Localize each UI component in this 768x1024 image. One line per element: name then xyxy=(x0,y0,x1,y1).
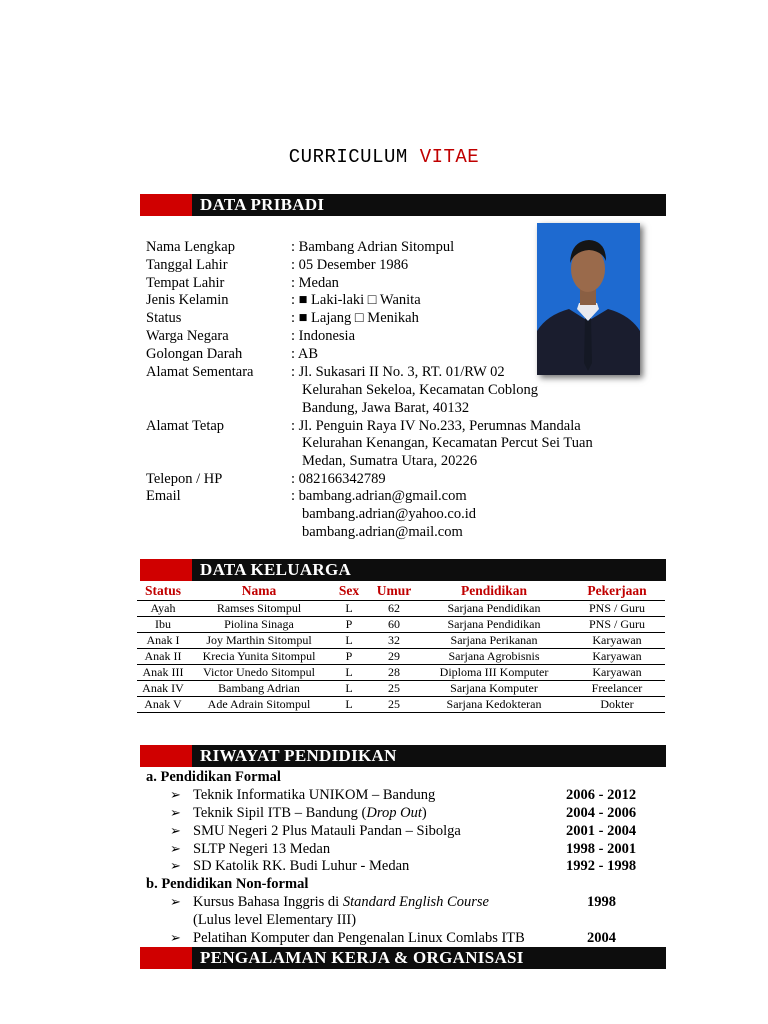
cell-pekerjaan: PNS / Guru xyxy=(569,617,665,633)
cell-pendidikan: Sarjana Perikanan xyxy=(419,633,569,649)
value-status: : ■ Lajang □ Menikah xyxy=(291,310,419,326)
profile-photo xyxy=(537,223,640,375)
arrow-bullet-icon: ➢ xyxy=(170,841,181,856)
value-email-3: bambang.adrian@mail.com xyxy=(302,524,463,540)
label-email: Email xyxy=(146,488,181,504)
cell-pendidikan: Sarjana Pendidikan xyxy=(419,601,569,617)
cell-status: Anak I xyxy=(137,633,189,649)
cell-umur: 28 xyxy=(369,665,419,681)
cell-status: Ayah xyxy=(137,601,189,617)
table-header-row xyxy=(137,582,665,601)
value-alamat-tetap-3: Medan, Sumatra Utara, 20226 xyxy=(302,453,478,469)
arrow-bullet-icon: ➢ xyxy=(170,787,181,802)
cell-umur: 32 xyxy=(369,633,419,649)
title-part-2: VITAE xyxy=(419,146,480,168)
section-bar-accent xyxy=(140,745,192,767)
cell-sex: L xyxy=(329,681,369,697)
label-nama-lengkap: Nama Lengkap xyxy=(146,239,235,255)
edu-name-italic: Standard English Course xyxy=(342,894,489,910)
cell-pendidikan: Sarjana Pendidikan xyxy=(419,617,569,633)
section-title: DATA KELUARGA xyxy=(200,560,352,579)
cell-status: Anak V xyxy=(137,697,189,713)
edu-formal-name: Teknik Informatika UNIKOM – Bandung xyxy=(193,787,436,803)
edu-name-italic: Drop Out xyxy=(366,805,422,821)
value-email-1: : bambang.adrian@gmail.com xyxy=(291,488,467,504)
value-tanggal-lahir: : 05 Desember 1986 xyxy=(291,257,409,273)
cell-pekerjaan: Freelancer xyxy=(569,681,665,697)
value-alamat-sementara-3: Bandung, Jawa Barat, 40132 xyxy=(302,400,470,416)
edu-formal-years: 1992 - 1998 xyxy=(566,858,637,874)
cell-pekerjaan: Dokter xyxy=(569,697,665,713)
title-part-1: CURRICULUM xyxy=(288,146,408,168)
value-alamat-sementara-1: : Jl. Sukasari II No. 3, RT. 01/RW 02 xyxy=(291,364,505,380)
label-tempat-lahir: Tempat Lahir xyxy=(146,275,225,291)
cell-umur: 62 xyxy=(369,601,419,617)
section-title: RIWAYAT PENDIDIKAN xyxy=(200,746,397,765)
cell-nama: Joy Marthin Sitompul xyxy=(189,633,329,649)
label-status: Status xyxy=(146,310,182,326)
cell-nama: Victor Unedo Sitompul xyxy=(189,665,329,681)
cell-sex: L xyxy=(329,601,369,617)
edu-formal-name: SLTP Negeri 13 Medan xyxy=(193,841,331,857)
cell-nama: Ramses Sitompul xyxy=(189,601,329,617)
page-title xyxy=(0,146,768,168)
label-telepon: Telepon / HP xyxy=(146,471,223,487)
label-alamat-tetap: Alamat Tetap xyxy=(146,418,225,434)
arrow-bullet-icon: ➢ xyxy=(170,930,181,945)
section-bar-data-pribadi xyxy=(140,194,666,216)
edu-name-main: Teknik Sipil ITB – Bandung ( xyxy=(193,805,367,821)
cell-status: Anak III xyxy=(137,665,189,681)
table-row xyxy=(137,617,665,633)
cell-nama: Krecia Yunita Sitompul xyxy=(189,649,329,665)
table-row xyxy=(137,681,665,697)
cell-umur: 60 xyxy=(369,617,419,633)
cell-nama: Piolina Sinaga xyxy=(189,617,329,633)
cell-pekerjaan: Karyawan xyxy=(569,665,665,681)
col-header-nama: Nama xyxy=(189,582,329,601)
cell-sex: P xyxy=(329,617,369,633)
section-bar-riwayat-pendidikan xyxy=(140,745,666,767)
edu-formal-years: 2004 - 2006 xyxy=(566,805,637,821)
section-title: PENGALAMAN KERJA & ORGANISASI xyxy=(200,948,524,967)
edu-formal-name: SMU Negeri 2 Plus Matauli Pandan – Sibolga xyxy=(193,823,461,839)
arrow-bullet-icon: ➢ xyxy=(170,894,181,909)
edu-nonformal-name xyxy=(193,893,489,911)
col-header-pendidikan: Pendidikan xyxy=(419,582,569,601)
edu-formal-name: SD Katolik RK. Budi Luhur - Medan xyxy=(193,858,410,874)
edu-formal-years: 1998 - 2001 xyxy=(566,841,637,857)
value-email-2: bambang.adrian@yahoo.co.id xyxy=(302,506,477,522)
label-warga-negara: Warga Negara xyxy=(146,328,229,344)
value-warga-negara: : Indonesia xyxy=(291,328,356,344)
cell-pekerjaan: Karyawan xyxy=(569,649,665,665)
value-alamat-tetap-1: : Jl. Penguin Raya IV No.233, Perumnas Mandala xyxy=(291,418,581,434)
family-table xyxy=(137,582,665,713)
person-photo-icon xyxy=(537,223,640,375)
section-bar-accent xyxy=(140,194,192,216)
table-row xyxy=(137,601,665,617)
cell-pendidikan: Sarjana Kedokteran xyxy=(419,697,569,713)
cell-nama: Ade Adrain Sitompul xyxy=(189,697,329,713)
cell-pekerjaan: Karyawan xyxy=(569,633,665,649)
cell-sex: P xyxy=(329,649,369,665)
value-alamat-sementara-2: Kelurahan Sekeloa, Kecamatan Coblong xyxy=(302,382,538,398)
edu-formal-years: 2006 - 2012 xyxy=(566,787,637,803)
arrow-bullet-icon: ➢ xyxy=(170,823,181,838)
table-row xyxy=(137,633,665,649)
label-tanggal-lahir: Tanggal Lahir xyxy=(146,257,228,273)
section-bar-accent xyxy=(140,559,192,581)
col-header-status: Status xyxy=(137,582,189,601)
value-nama-lengkap: : Bambang Adrian Sitompul xyxy=(291,239,455,255)
value-telepon: : 082166342789 xyxy=(291,471,386,487)
cell-sex: L xyxy=(329,665,369,681)
cell-status: Anak II xyxy=(137,649,189,665)
edu-name-end: ) xyxy=(421,805,427,821)
cell-sex: L xyxy=(329,697,369,713)
col-header-sex: Sex xyxy=(329,582,369,601)
formal-heading: a. Pendidikan Formal xyxy=(146,769,281,785)
edu-nonformal-years: 1998 xyxy=(587,894,616,910)
table-row xyxy=(137,697,665,713)
edu-nonformal-line2: (Lulus level Elementary III) xyxy=(193,912,357,928)
cell-status: Ibu xyxy=(137,617,189,633)
cell-status: Anak IV xyxy=(137,681,189,697)
value-tempat-lahir: : Medan xyxy=(291,275,339,291)
cell-umur: 25 xyxy=(369,697,419,713)
edu-formal-years: 2001 - 2004 xyxy=(566,823,637,839)
section-bar-pengalaman xyxy=(140,947,666,969)
cell-umur: 29 xyxy=(369,649,419,665)
cell-sex: L xyxy=(329,633,369,649)
edu-name-main: Kursus Bahasa Inggris di xyxy=(193,894,343,910)
section-title: DATA PRIBADI xyxy=(200,195,325,214)
col-header-pekerjaan: Pekerjaan xyxy=(569,582,665,601)
label-alamat-sementara: Alamat Sementara xyxy=(146,364,254,380)
edu-formal-name xyxy=(193,804,427,822)
edu-nonformal-name: Pelatihan Komputer dan Pengenalan Linux Comlabs ITB xyxy=(193,930,525,946)
cell-pendidikan: Diploma III Komputer xyxy=(419,665,569,681)
edu-nonformal-years: 2004 xyxy=(587,930,616,946)
value-jenis-kelamin: : ■ Laki-laki □ Wanita xyxy=(291,292,421,308)
cell-pekerjaan: PNS / Guru xyxy=(569,601,665,617)
arrow-bullet-icon: ➢ xyxy=(170,805,181,820)
cell-pendidikan: Sarjana Agrobisnis xyxy=(419,649,569,665)
label-golongan-darah: Golongan Darah xyxy=(146,346,243,362)
cell-umur: 25 xyxy=(369,681,419,697)
section-bar-accent xyxy=(140,947,192,969)
value-alamat-tetap-2: Kelurahan Kenangan, Kecamatan Percut Sei Tuan xyxy=(302,435,593,451)
col-header-umur: Umur xyxy=(369,582,419,601)
cell-nama: Bambang Adrian xyxy=(189,681,329,697)
table-row xyxy=(137,649,665,665)
table-row xyxy=(137,665,665,681)
label-jenis-kelamin: Jenis Kelamin xyxy=(146,292,229,308)
nonformal-heading: b. Pendidikan Non-formal xyxy=(146,876,309,892)
cell-pendidikan: Sarjana Komputer xyxy=(419,681,569,697)
value-golongan-darah: : AB xyxy=(291,346,318,362)
section-bar-data-keluarga xyxy=(140,559,666,581)
arrow-bullet-icon: ➢ xyxy=(170,858,181,873)
